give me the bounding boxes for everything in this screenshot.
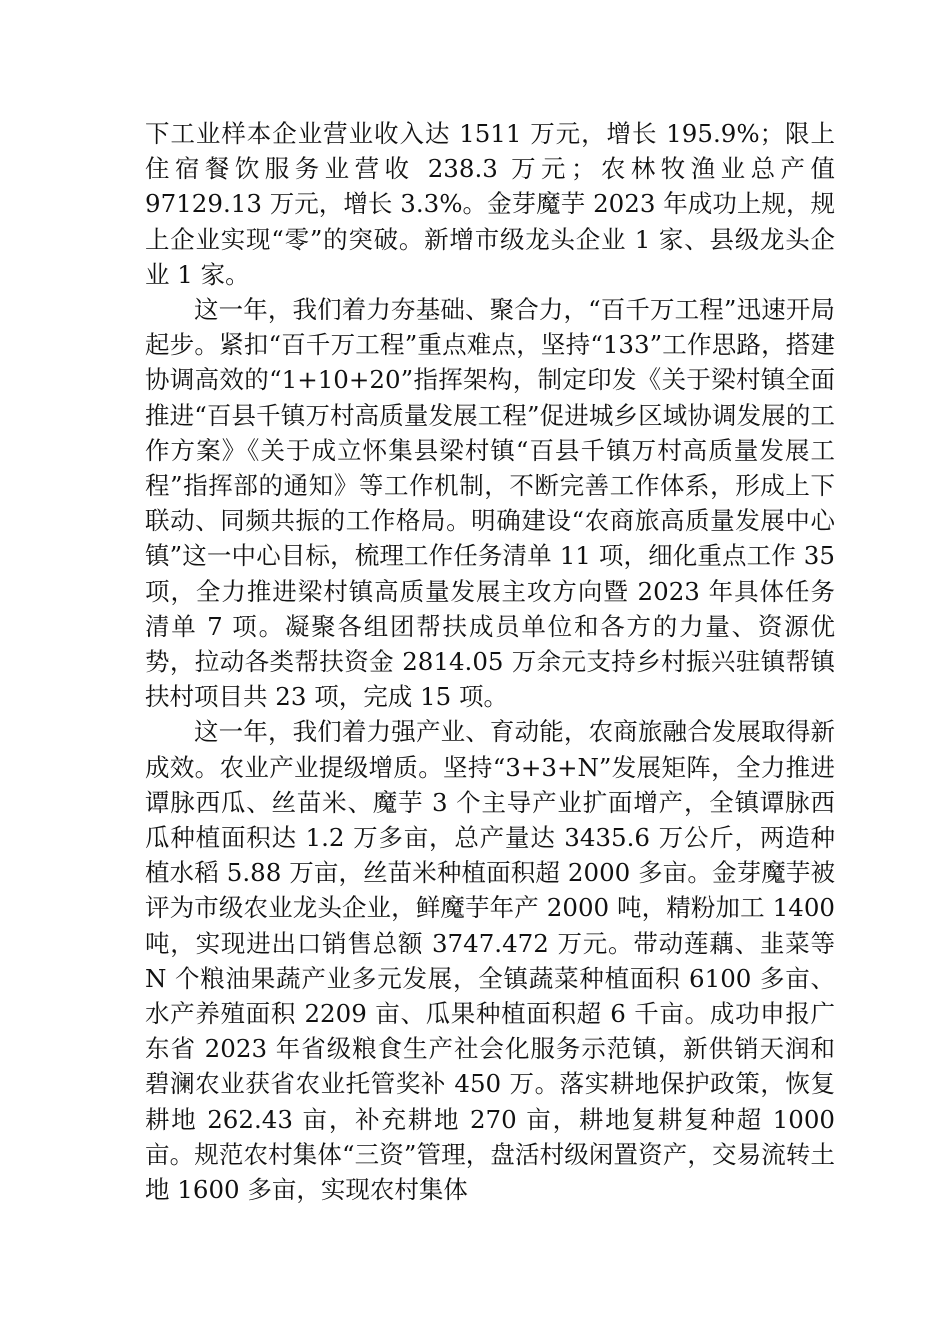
paragraph-1: 下工业样本企业营业收入达 1511 万元，增长 195.9%；限上住宿餐饮服务业营收 238.3 万元；农林牧渔业总产值 97129.13 万元，增长 3.3%。金芽魔芋 2023 年成功上规，规上企业实现“零”的突破。新增市级龙头企业 1 家、县级龙头企业 1 家。 (145, 119, 835, 289)
paragraph-3: 这一年，我们着力强产业、育动能，农商旅融合发展取得新成效。农业产业提级增质。坚持“3+3+N”发展矩阵，全力推进谭脉西瓜、丝苗米、魔芋 3 个主导产业扩面增产，全镇谭脉西瓜种植面积达 1.2 万多亩，总产量达 3435.6 万公斤，两造种植水稻 5.88 万亩，丝苗米种植面积超 2000 多亩。金芽魔芋被评为市级农业龙头企业，鲜魔芋年产 2000 吨，精粉加工 1400 吨，实现进出口销售总额 3747.472 万元。带动莲藕、韭菜等 N 个粮油果蔬产业多元发展，全镇蔬菜种植面积 6100 多亩、水产养殖面积 2209 亩、瓜果种植面积超 6 千亩。成功申报广东省 2023 年省级粮食生产社会化服务示范镇，新供销天润和碧澜农业获省农业托管奖补 450 万。落实耕地保护政策，恢复耕地 262.43 亩，补充耕地 270 亩，耕地复耕复种超 1000 亩。规范农村集体“三资”管理，盘活村级闲置资产，交易流转土地 1600 多亩，实现农村集体 (145, 717, 835, 1205)
paragraph-2: 这一年，我们着力夯基础、聚合力，“百千万工程”迅速开局起步。紧扣“百千万工程”重点难点，坚持“133”工作思路，搭建协调高效的“1+10+20”指挥架构，制定印发《关于梁村镇全面推进“百县千镇万村高质量发展工程”促进城乡区域协调发展的工作方案》《关于成立怀集县梁村镇“百县千镇万村高质量发展工程”指挥部的通知》等工作机制，不断完善工作体系，形成上下联动、同频共振的工作格局。明确建设“农商旅高质量发展中心镇”这一中心目标，梳理工作任务清单 11 项，细化重点工作 35 项，全力推进梁村镇高质量发展主攻方向暨 2023 年具体任务清单 7 项。凝聚各组团帮扶成员单位和各方的力量、资源优势，拉动各类帮扶资金 2814.05 万余元支持乡村振兴驻镇帮镇扶村项目共 23 项，完成 15 项。 (145, 295, 835, 712)
document-body (145, 116, 835, 1207)
